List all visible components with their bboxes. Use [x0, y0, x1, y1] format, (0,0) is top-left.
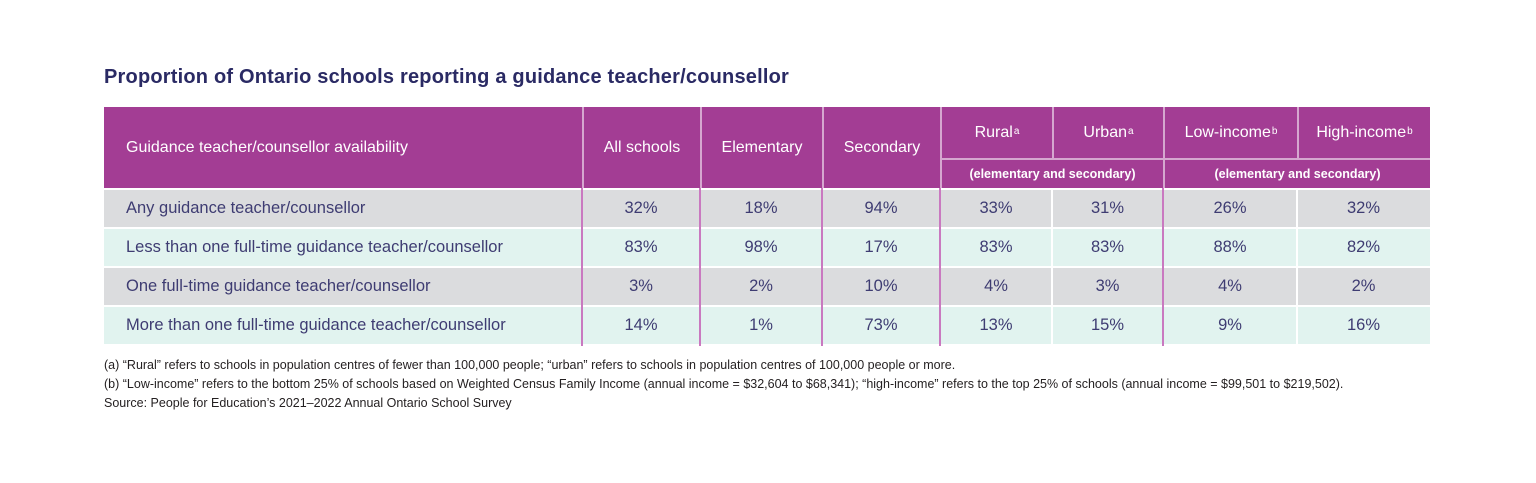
value-cell: 33%	[979, 199, 1013, 217]
column-header-rural: Rural $^a$	[940, 107, 1052, 158]
column-header-high-income: High-income $^b$	[1297, 107, 1430, 158]
column-header-all-schools: All schools	[582, 107, 700, 188]
value-cell: 9%	[1218, 316, 1242, 334]
footnotes	[104, 356, 1434, 413]
value-cell: 32%	[1346, 199, 1381, 217]
value-cell: 73%	[864, 316, 898, 334]
value-cell: 15%	[1090, 316, 1125, 334]
column-header-secondary: Secondary	[822, 107, 940, 188]
value-cell: 88%	[1213, 238, 1247, 256]
column-header-elementary: Elementary	[700, 107, 822, 188]
value-cell: 2%	[1351, 277, 1376, 295]
subheader-income: (elementary and secondary)	[1163, 158, 1430, 188]
value-cell: 13%	[979, 316, 1013, 334]
value-cell: 17%	[864, 238, 898, 256]
value-cell: 3%	[1095, 277, 1120, 295]
column-header-rural-label: Rural	[974, 123, 1013, 141]
table-row	[104, 190, 1430, 227]
value-cell: 26%	[1213, 199, 1247, 217]
row-label: More than one full-time guidance teacher/counsellor	[126, 316, 506, 334]
footnote-b: (b) “Low-income” refers to the bottom 25% of schools based on Weighted Census Family Income (annual income = $32,604 to $68,341); “high-income” refers to the top 25% of schools (annual income = $99,501 to $219,502).	[104, 377, 1344, 391]
value-cell: 94%	[864, 199, 898, 217]
source-line: Source: People for Education’s 2021–2022 Annual Ontario School Survey	[104, 396, 512, 410]
value-cell: 16%	[1346, 316, 1381, 334]
value-cell: 83%	[979, 238, 1013, 256]
page-title: Proportion of Ontario schools reporting a guidance teacher/counsellor	[104, 66, 790, 88]
value-cell: 18%	[744, 199, 778, 217]
row-label: Less than one full-time guidance teacher/counsellor	[126, 238, 503, 256]
value-cell: 83%	[624, 238, 658, 256]
value-cell: 10%	[864, 277, 898, 295]
value-cell: 32%	[624, 199, 658, 217]
value-cell: 2%	[749, 277, 773, 295]
subheader-rural-urban: (elementary and secondary)	[940, 158, 1163, 188]
table-row	[104, 307, 1430, 344]
value-cell: 83%	[1090, 238, 1125, 256]
table-header	[104, 107, 1430, 188]
column-header-urban: Urban $^a$	[1052, 107, 1163, 158]
value-cell: 3%	[629, 277, 653, 295]
column-header-availability: Guidance teacher/counsellor availability	[126, 138, 408, 156]
table-row	[104, 268, 1430, 305]
data-table	[104, 107, 1430, 344]
table-body	[104, 190, 1430, 344]
value-cell: 1%	[749, 316, 773, 334]
value-cell: 4%	[1218, 277, 1242, 295]
value-cell: 14%	[624, 316, 658, 334]
row-label: Any guidance teacher/counsellor	[126, 199, 366, 217]
footnote-a: (a) “Rural” refers to schools in population centres of fewer than 100,000 people; “urban” refers to schools in population centres of 100,000 people or more.	[104, 358, 956, 372]
column-header-urban-label: Urban	[1083, 123, 1127, 141]
column-header-low-income: Low-income $^b$	[1163, 107, 1297, 158]
value-cell: 82%	[1346, 238, 1381, 256]
value-cell: 98%	[744, 238, 778, 256]
column-header-low-income-label: Low-income	[1184, 123, 1271, 141]
row-label: One full-time guidance teacher/counsellor	[126, 277, 431, 295]
table-row	[104, 229, 1430, 266]
column-header-high-income-label: High-income	[1316, 123, 1407, 141]
value-cell: 31%	[1090, 199, 1125, 217]
value-cell: 4%	[984, 277, 1008, 295]
